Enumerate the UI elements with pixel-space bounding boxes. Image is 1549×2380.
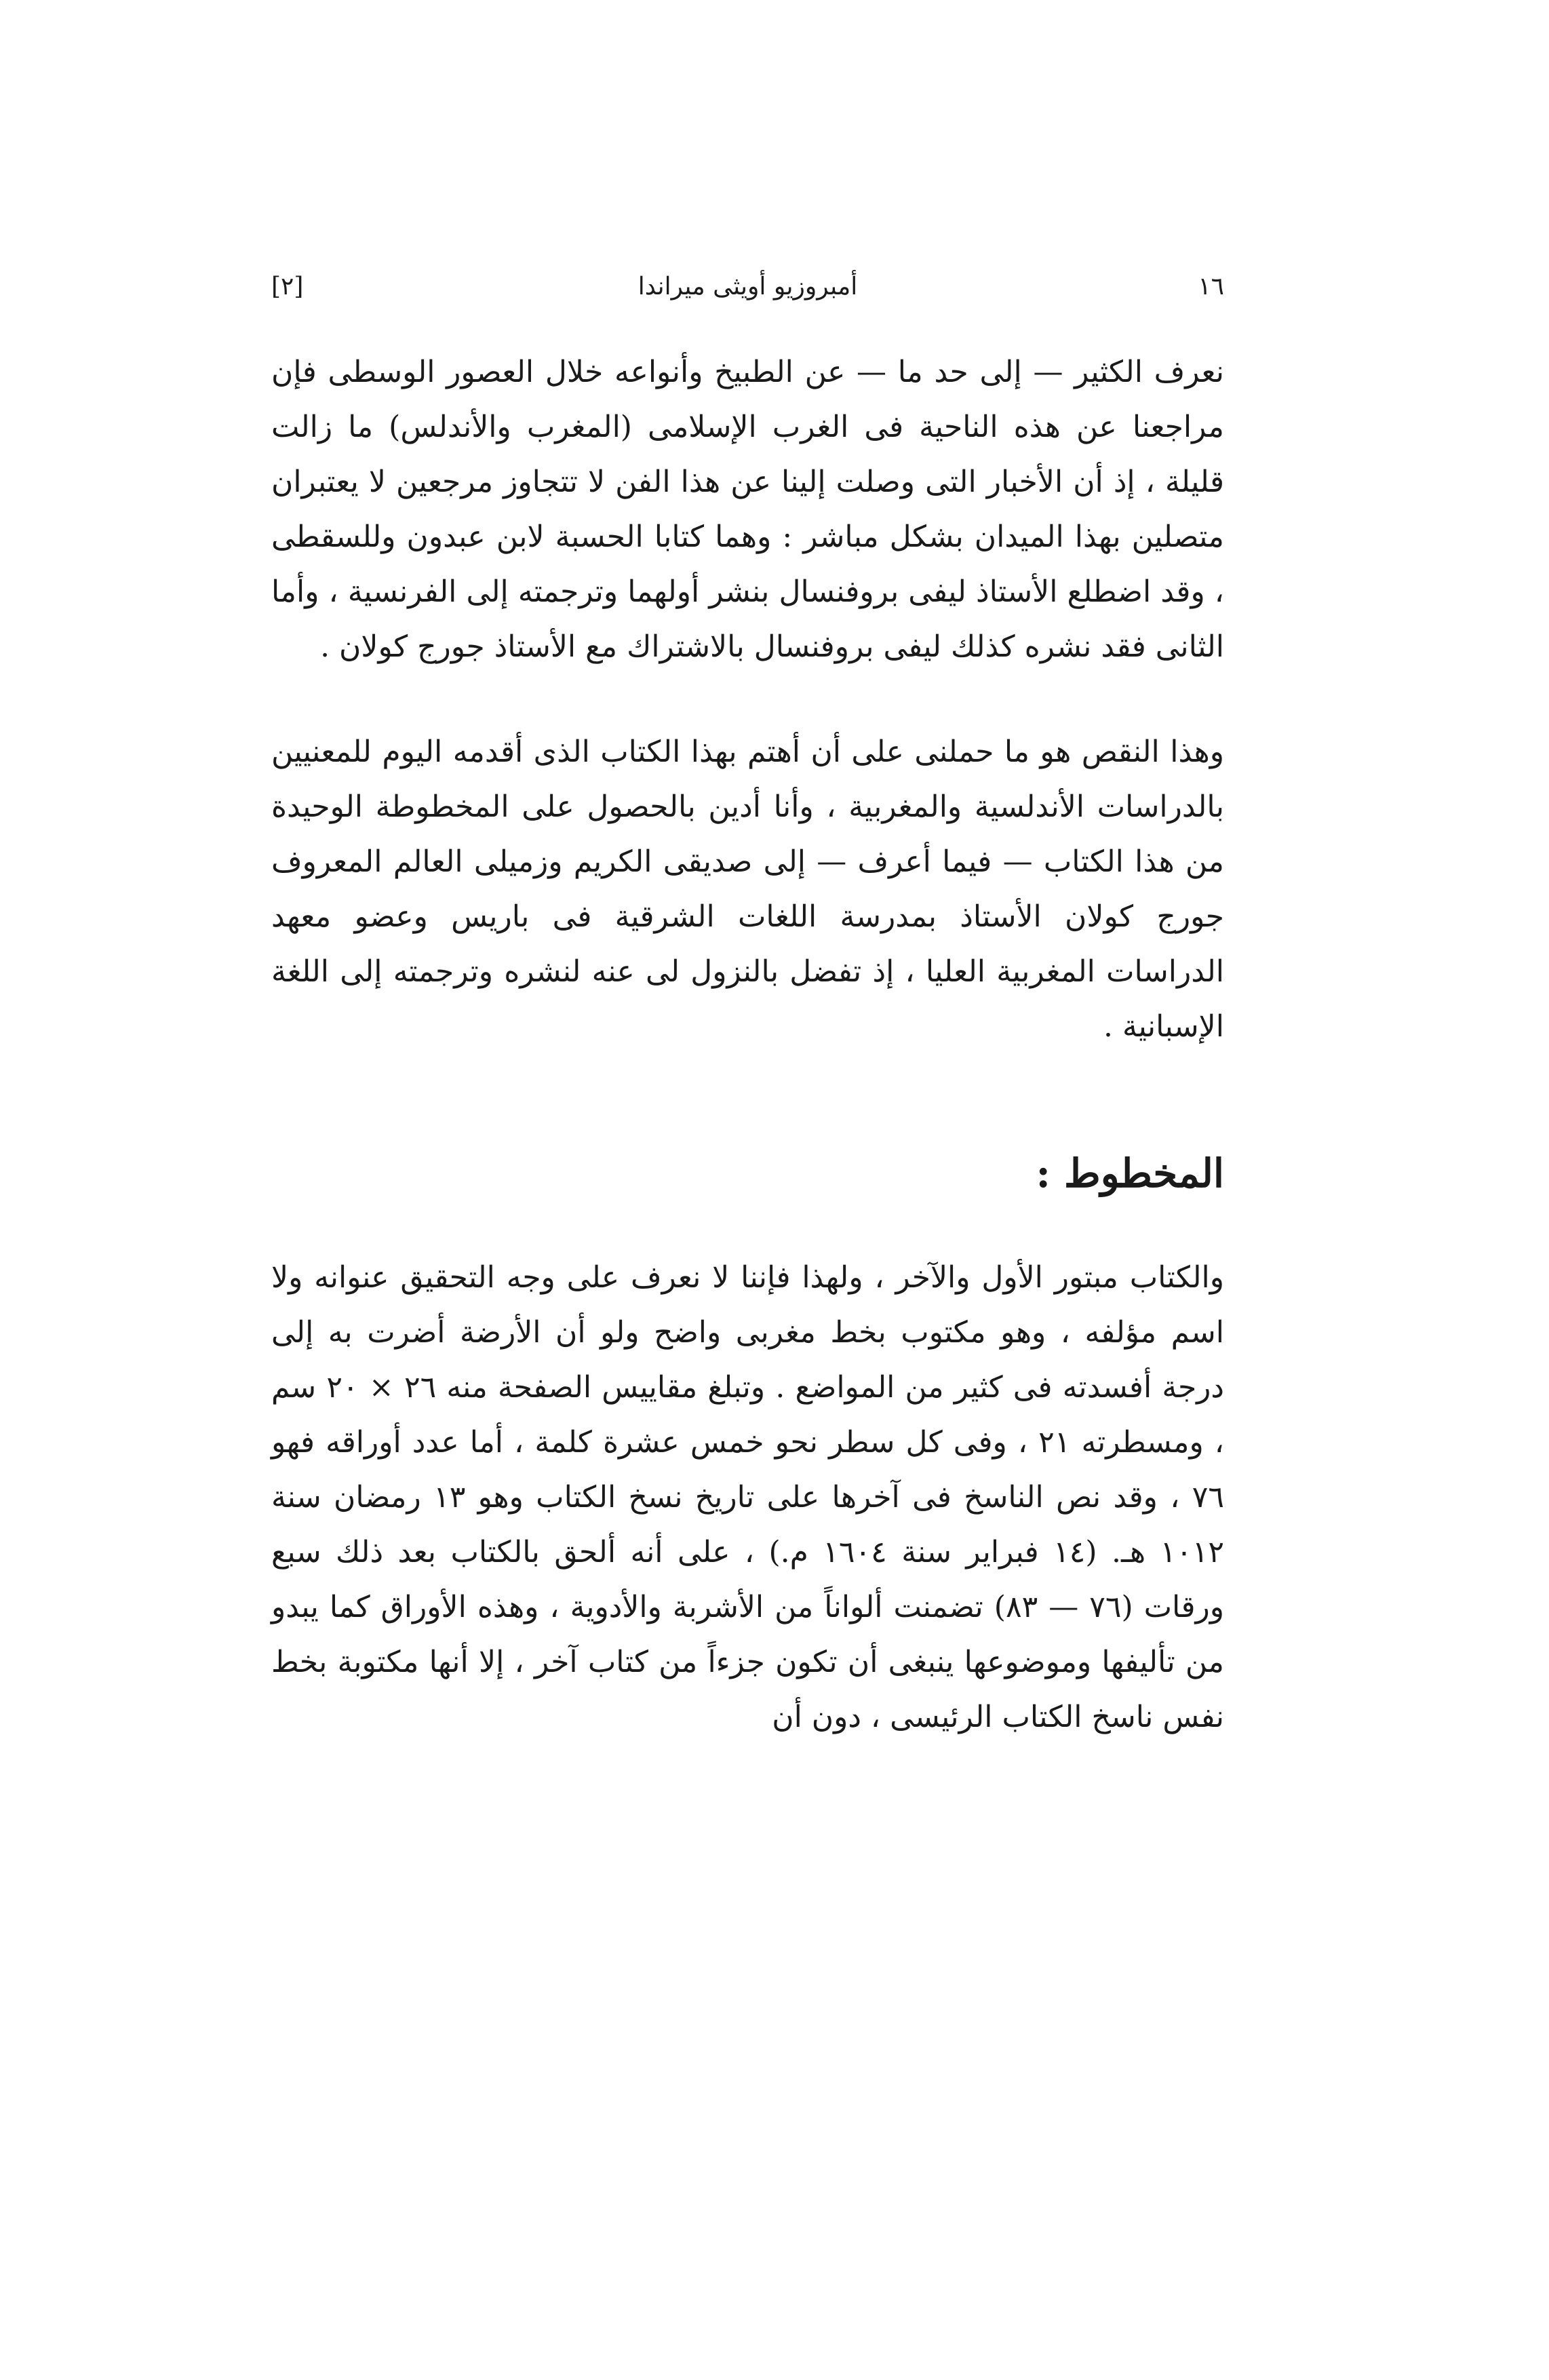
running-title: أمبروزيو أويثى ميراندا [638,273,858,300]
running-head [271,263,1224,311]
paragraph-purpose: وهذا النقص هو ما حملنى على أن أهتم بهذا الكتاب الذى أقدمه اليوم للمعنيين بالدراسات الأندلسية والمغربية ، وأنا أدين بالحصول على المخطوطة الوحيدة من هذا الكتاب — فيما أعرف — إلى صديقى الكريم وزميلى العالم المعروف جورج كولان الأستاذ بمدرسة اللغات الشرقية فى باريس وعضو معهد الدراسات المغربية العليا ، إذ تفضل بالنزول لى عنه لنشره وترجمته إلى اللغة الإسبانية . [271,735,1224,1044]
paragraph-intro: نعرف الكثير — إلى حد ما — عن الطبيخ وأنواعه خلال العصور الوسطى فإن مراجعنا عن هذه الناحية فى الغرب الإسلامى (المغرب والأندلس) ما زالت قليلة ، إذ أن الأخبار التى وصلت إلينا عن هذا الفن لا تتجاوز مرجعين لا يعتبران متصلين بهذا الميدان بشكل مباشر : وهما كتابا الحسبة لابن عبدون وللسقطى ، وقد اضطلع الأستاذ ليفى بروفنسال بنشر أولهما وترجمته إلى الفرنسية ، وأما الثانى فقد نشره كذلك ليفى بروفنسال بالاشتراك مع الأستاذ جورج كولان . [271,355,1224,664]
signature-mark: [٢] [271,273,304,300]
page-number: ١٦ [1198,273,1224,300]
paragraph-manuscript: والكتاب مبتور الأول والآخر ، ولهذا فإننا لا نعرف على وجه التحقيق عنوانه ولا اسم مؤلفه ، وهو مكتوب بخط مغربى واضح ولو أن الأرضة أضرت به إلى درجة أفسدته فى كثير من المواضع . وتبلغ مقاييس الصفحة منه ٢٦ × ٢٠ سم ، ومسطرته ٢١ ، وفى كل سطر نحو خمس عشرة كلمة ، أما عدد أوراقه فهو ٧٦ ، وقد نص الناسخ فى آخرها على تاريخ نسخ الكتاب وهو ١٣ رمضان سنة ١٠١٢ هـ. (١٤ فبراير سنة ١٦٠٤ م.) ، على أنه ألحق بالكتاب بعد ذلك سبع ورقات (٧٦ — ٨٣) تضمنت ألواناً من الأشربة والأدوية ، وهذه الأوراق كما يبدو من تأليفها وموضوعها ينبغى أن تكون جزءاً من كتاب آخر ، إلا أنها مكتوبة بخط نفس ناسخ الكتاب الرئيسى ، دون أن [271,1260,1225,1734]
section-heading-manuscript: المخطوط : [1036,1150,1224,1196]
